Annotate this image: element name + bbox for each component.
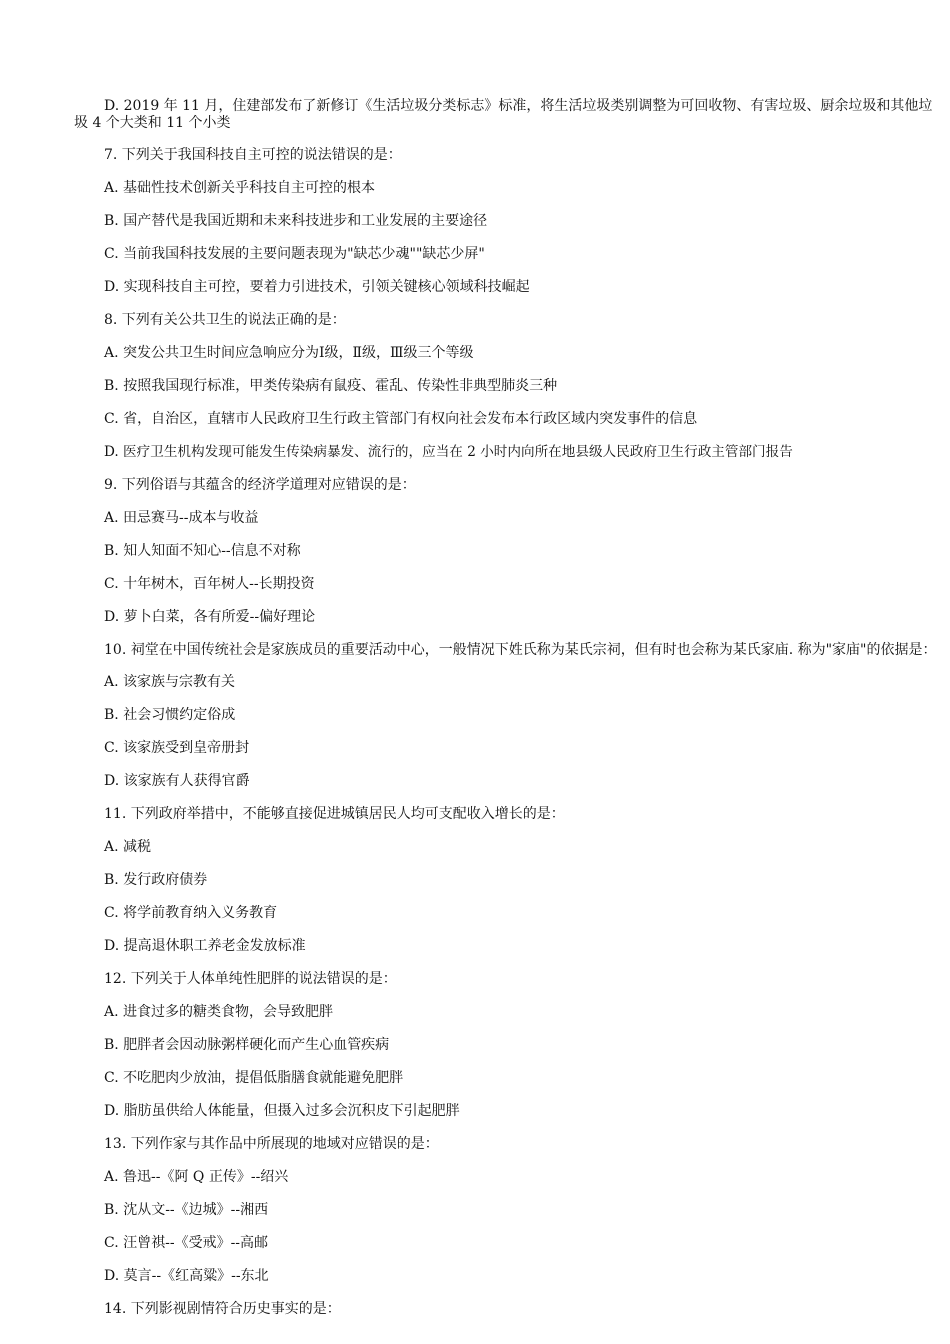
option-10b: B. 社会习惯约定俗成 [104, 707, 236, 723]
option-7c: C. 当前我国科技发展的主要问题表现为"缺芯少魂""缺芯少屏" [104, 246, 485, 262]
option-13b: B. 沈从文--《边城》--湘西 [104, 1202, 269, 1218]
option-11d: D. 提高退休职工养老金发放标准 [104, 938, 306, 954]
option-8c: C. 省，自治区，直辖市人民政府卫生行政主管部门有权向社会发布本行政区域内突发事件的信息 [104, 411, 698, 427]
option-13a: A. 鲁迅--《阿 Q 正传》--绍兴 [104, 1169, 289, 1185]
option-13d: D. 莫言--《红高粱》--东北 [104, 1268, 269, 1284]
option-8b: B. 按照我国现行标准，甲类传染病有鼠疫、霍乱、传染性非典型肺炎三种 [104, 378, 558, 394]
question-10: 10. 祠堂在中国传统社会是家族成员的重要活动中心，一般情况下姓氏称为某氏宗祠，但有时也会称为某氏家庙. 称为"家庙"的依据是： [104, 642, 937, 658]
option-11b: B. 发行政府债券 [104, 872, 208, 888]
option-12a: A. 进食过多的糖类食物，会导致肥胖 [104, 1004, 334, 1020]
question-14: 14. 下列影视剧情符合历史事实的是： [104, 1301, 341, 1317]
option-8d: D. 医疗卫生机构发现可能发生传染病暴发、流行的，应当在 2 小时内向所在地县级人民政府卫生行政主管部门报告 [104, 444, 793, 460]
document-page [74, 98, 944, 1334]
question-11: 11. 下列政府举措中，不能够直接促进城镇居民人均可支配收入增长的是： [104, 806, 565, 822]
option-11a: A. 减税 [104, 839, 152, 855]
option-9c: C. 十年树木，百年树人--长期投资 [104, 576, 315, 592]
option-7a: A. 基础性技术创新关乎科技自主可控的根本 [104, 180, 376, 196]
option-7b: B. 国产替代是我国近期和未来科技进步和工业发展的主要途径 [104, 213, 488, 229]
option-9a: A. 田忌赛马--成本与收益 [104, 510, 259, 526]
option-10a: A. 该家族与宗教有关 [104, 674, 236, 690]
question-7: 7. 下列关于我国科技自主可控的说法错误的是： [104, 147, 402, 163]
option-13c: C. 汪曾祺--《受戒》--高邮 [104, 1235, 269, 1251]
option-10c: C. 该家族受到皇帝册封 [104, 740, 250, 756]
question-8: 8. 下列有关公共卫生的说法正确的是： [104, 312, 346, 328]
option-12c: C. 不吃肥肉少放油，提倡低脂膳食就能避免肥胖 [104, 1070, 404, 1086]
option-10d: D. 该家族有人获得官爵 [104, 773, 250, 789]
option-11c: C. 将学前教育纳入义务教育 [104, 905, 278, 921]
option-12d: D. 脂肪虽供给人体能量，但摄入过多会沉积皮下引起肥胖 [104, 1103, 460, 1119]
option-8a: A. 突发公共卫生时间应急响应分为Ⅰ级，Ⅱ级，Ⅲ级三个等级 [104, 345, 474, 361]
option-9b: B. 知人知面不知心--信息不对称 [104, 543, 301, 559]
question-9: 9. 下列俗语与其蕴含的经济学道理对应错误的是： [104, 477, 416, 493]
option-9d: D. 萝卜白菜，各有所爱--偏好理论 [104, 609, 316, 625]
option-6d: D. 2019 年 11 月，住建部发布了新修订《生活垃圾分类标志》标准，将生活垃圾类别调整为可回收物、有害垃圾、厨余垃圾和其他垃圾 4 个大类和 11 个小类 [74, 98, 933, 131]
question-13: 13. 下列作家与其作品中所展现的地域对应错误的是： [104, 1136, 439, 1152]
option-7d: D. 实现科技自主可控，要着力引进技术，引领关键核心领域科技崛起 [104, 279, 530, 295]
question-12: 12. 下列关于人体单纯性肥胖的说法错误的是： [104, 971, 397, 987]
option-12b: B. 肥胖者会因动脉粥样硬化而产生心血管疾病 [104, 1037, 390, 1053]
